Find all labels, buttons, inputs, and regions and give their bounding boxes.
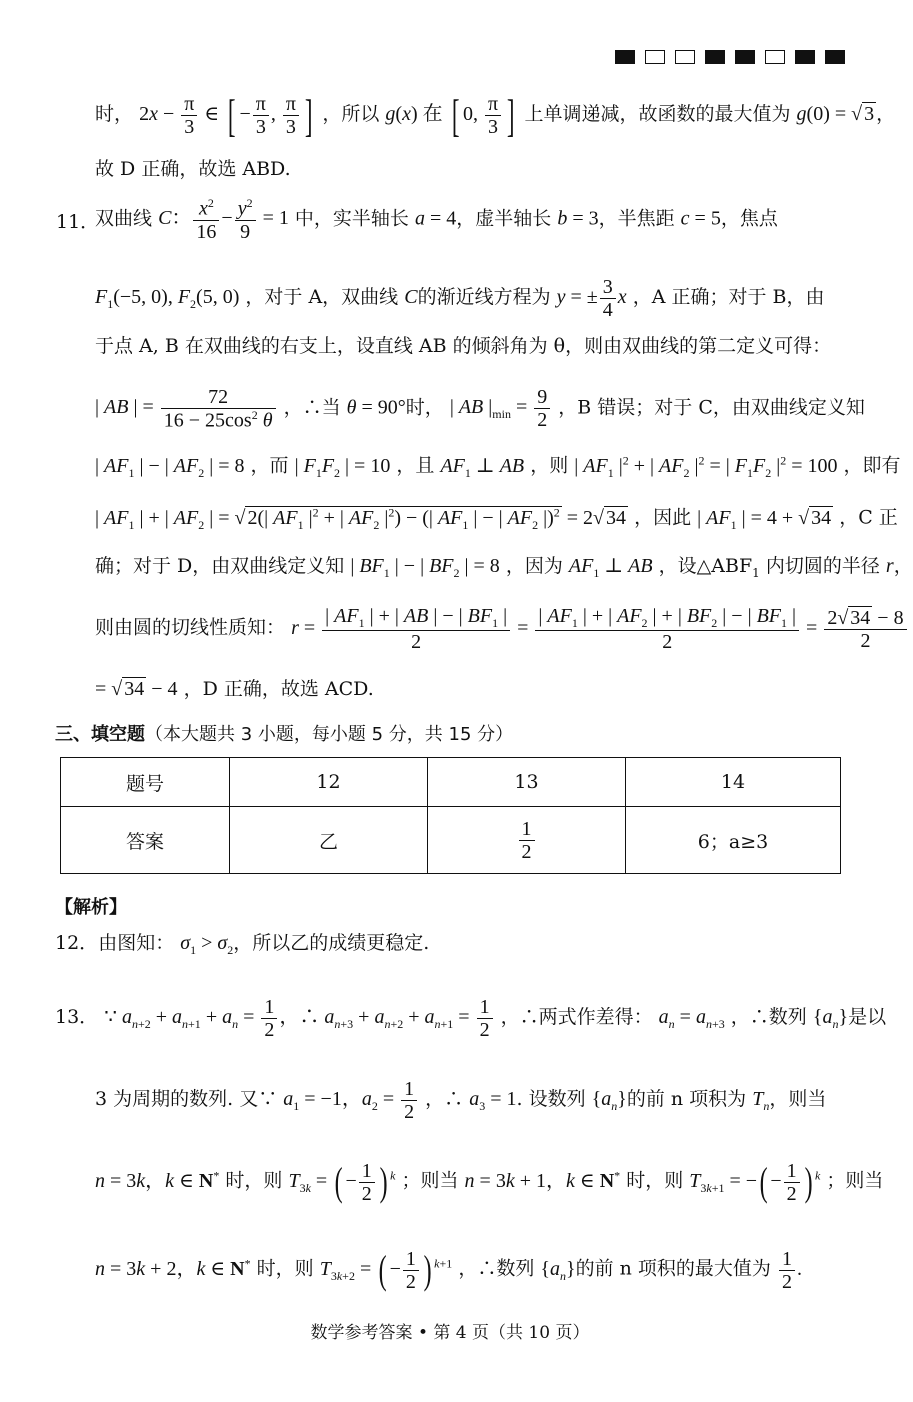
marker-square: [795, 50, 815, 64]
q12-line: 12．由图知： $\sigma_1 > \sigma_2$，所以乙的成绩更稳定.: [55, 932, 430, 957]
text: 的前 n 项积为: [626, 1088, 747, 1111]
table-cell: 乙: [230, 807, 428, 874]
table-row: [61, 807, 841, 874]
text: ，且: [396, 454, 435, 477]
q10-line-2: 故 D 正确，故选 ABD.: [95, 158, 291, 180]
q13-line-3: n = 3k，k ∈ N* 时，则 $T_{3k}$ = ( − $\frac{1}{2}$ ) $^k$ ；则当 n = 3k + 1，k ∈ N* 时，则 $T_{3k+1}$ = −( − $\frac{1}{2}$ ) $^k$ ；则当: [95, 1159, 884, 1205]
text: 时，则: [626, 1169, 684, 1192]
fraction-denominator: 2: [521, 840, 532, 863]
text: ，对于 A，双曲线: [245, 286, 399, 309]
marker-square: [825, 50, 845, 64]
marker-square: [615, 50, 635, 64]
text: ，C 正: [839, 506, 898, 529]
q11-line-7: 确；对于 D，由双曲线定义知 | $BF_1$ | − | $BF_2$ | = 8 ，因为 $AF_1$ ⊥ AB ，设$\triangle ABF_1$ 内切圆的半径 r，: [95, 555, 913, 580]
text: ，则当: [769, 1088, 827, 1111]
marker-square: [705, 50, 725, 64]
q11-line-3: 于点 A, B 在双曲线的右支上，设直线 AB 的倾斜角为 θ，则由双曲线的第二定义可得：: [95, 335, 832, 357]
text: 中，实半轴长: [294, 207, 409, 230]
text: ，所以乙的成绩更稳定.: [233, 932, 430, 954]
q11-number: 11．: [56, 211, 100, 233]
q11-line-5: | $AF_1$ | − | $AF_2$ | = 8 ，而 | $F_1F_2$ | = 10 ，且 $AF_1$ ⊥ AB ，则 | $AF_1$ $|^2$ + | $AF_2$ $|^2$ = | $F_1F_2$ $|^2 = 100$ ，即有: [95, 453, 901, 480]
text: 上单调递减，故函数的最大值为: [524, 103, 791, 126]
text: 内切圆的半径: [765, 555, 880, 577]
section-heading: [55, 720, 513, 746]
text: ，即有: [843, 454, 901, 477]
q13-line-1: 13． ∵ $a_{n+2} + a_{n+1} + a_n$ = $\frac{1}{2}$ ，∴ $a_{n+3} + a_{n+2} + a_{n+1}$ = $\frac{1}{2}$ ，∴两式作差得： $a_n = a_{n+3}$ ，∴数列 $\{a_n\}$是以: [55, 996, 887, 1041]
table-header: 14: [626, 758, 841, 807]
text: ，虚半轴长: [456, 207, 552, 230]
q11-line-1: 双曲线 C： $\frac{x^2}{16}$ − $\frac{y^2}{9}$ = 1 中，实半轴长 a = 4，虚半轴长 b = 3，半焦距 c = 5，焦点: [95, 196, 778, 243]
text: ，焦点: [720, 207, 778, 230]
q13-line-2: 3 为周期的数列. 又∵ $a_1 = -1$，$a_2$ = $\frac{1}{2}$ ，∴ $a_3 = 1$. 设数列 $\{a_n\}$的前 n 项积为 $T_n$，则当: [95, 1078, 827, 1123]
text: ，∴数列: [458, 1257, 535, 1280]
text: ，因此: [634, 506, 692, 529]
header-marker-squares: [615, 50, 845, 64]
text: ，D 正确，故选 ACD.: [183, 678, 374, 700]
text: 是以: [848, 1006, 887, 1029]
table-header: 13: [428, 758, 626, 807]
text: ，则: [530, 454, 569, 477]
q10-line-1: 时， 2x − $\frac{\pi}{3}$ ∈ [ − $\frac{\pi}{3}$ , $\frac{\pi}{3}$ ] ，所以 g(x) 在 [ 0, $\frac{\pi}{3}$ ] 上单调递减，故函数的最大值为 g(0) = √ 3 ，: [95, 90, 896, 141]
section-title: 三、填空题: [55, 724, 145, 745]
q12-number: 12．: [55, 932, 99, 954]
q11-line-2: $F_1(-5$, 0), $F_2(5$, 0) ，对于 A，双曲线 C的渐近线方程为 y = ± $\frac{3}{4}$ x ，A 正确；对于 B，由: [95, 276, 825, 321]
q13-line-4: n = 3k + 2，k ∈ N* 时，则 $T_{3k+2}$ = ( − $\frac{1}{2}$ ) $^{k+1}$ ，∴数列 $\{a_n\}$的前 n 项积的最大值为 $\frac{1}{2}$ .: [95, 1247, 802, 1293]
text: 3 为周期的数列. 又∵: [95, 1088, 278, 1111]
text: ，B 错误；对于 C，由双曲线定义知: [558, 396, 865, 419]
text: 的渐近线方程为: [417, 286, 551, 309]
text: ，∴数列: [730, 1006, 807, 1029]
text: ，∴: [425, 1088, 464, 1111]
answer-table: [60, 757, 841, 874]
table-cell: [428, 807, 626, 874]
q11-line-6: | $AF_1$ | + | $AF_2$ | = √ 2(| $AF_1$ $|^2$ + | $AF_2$ $|^2$) − (| $AF_1$ | − | $AF_2$ |)$^2$ = 2√ 34 ，因此 | $AF_1$ | = 4 + √ 34 ，C 正: [95, 505, 898, 532]
text: ，半焦距: [598, 207, 675, 230]
table-header: 题号: [61, 758, 230, 807]
text: 双曲线: [95, 207, 153, 230]
text: 时，: [95, 103, 134, 126]
text: 时，则: [256, 1257, 314, 1280]
text: 时，: [405, 396, 444, 419]
fraction-numerator: 1: [519, 818, 535, 841]
text: ，∴当: [283, 396, 341, 419]
table-cell: 6；a≥3: [626, 807, 841, 874]
text: ，而: [250, 454, 289, 477]
marker-square: [675, 50, 695, 64]
marker-square: [645, 50, 665, 64]
section-desc: （本大题共 3 小题，每小题 5 分，共 15 分）: [145, 724, 514, 745]
text: ，∴两式作差得：: [500, 1006, 653, 1029]
text: . 设数列: [516, 1088, 586, 1111]
marker-square: [735, 50, 755, 64]
text: ，所以: [322, 103, 380, 126]
text: 确；对于 D，由双曲线定义知: [95, 555, 345, 577]
table-header: 12: [230, 758, 428, 807]
text: ，A 正确；对于 B，由: [632, 286, 825, 309]
marker-square: [765, 50, 785, 64]
page-footer: 数学参考答案 • 第 4 页（共 10 页）: [310, 1323, 590, 1343]
text: 由图知：: [98, 932, 175, 954]
q11-line-9: = √ 34 − 4 ，D 正确，故选 ACD.: [95, 678, 374, 700]
table-row: [61, 758, 841, 807]
text: 的前 n 项积的最大值为: [575, 1257, 771, 1280]
text: 则由圆的切线性质知：: [95, 616, 286, 639]
text: ；则当: [401, 1169, 459, 1192]
table-cell: 答案: [61, 807, 230, 874]
text: ，因为: [505, 555, 563, 577]
q11-line-8: 则由圆的切线性质知： r = $\frac{| AF_1 | + | AB | - | BF_1 |}{2}$ = $\frac{| AF_1 | + | AF_2 | + | BF_2 | - | BF_1 |}{2}$ = $\frac{2√ 34 - 8}{2}$: [95, 605, 845, 653]
text: ，设△ABF: [658, 555, 753, 577]
analysis-heading: 【解析】: [55, 897, 127, 918]
text: 时，则: [225, 1169, 283, 1192]
text: ；则当: [826, 1169, 884, 1192]
q11-line-4: | AB | = $\frac{72}{16 - 25\cos^2 \theta}$ ，∴当 θ = 90°时， | AB $|_{min}$ = $\frac{9}{2}$ ，B 错误；对于 C，由双曲线定义知: [95, 386, 865, 432]
q13-number: 13．: [55, 1006, 99, 1029]
